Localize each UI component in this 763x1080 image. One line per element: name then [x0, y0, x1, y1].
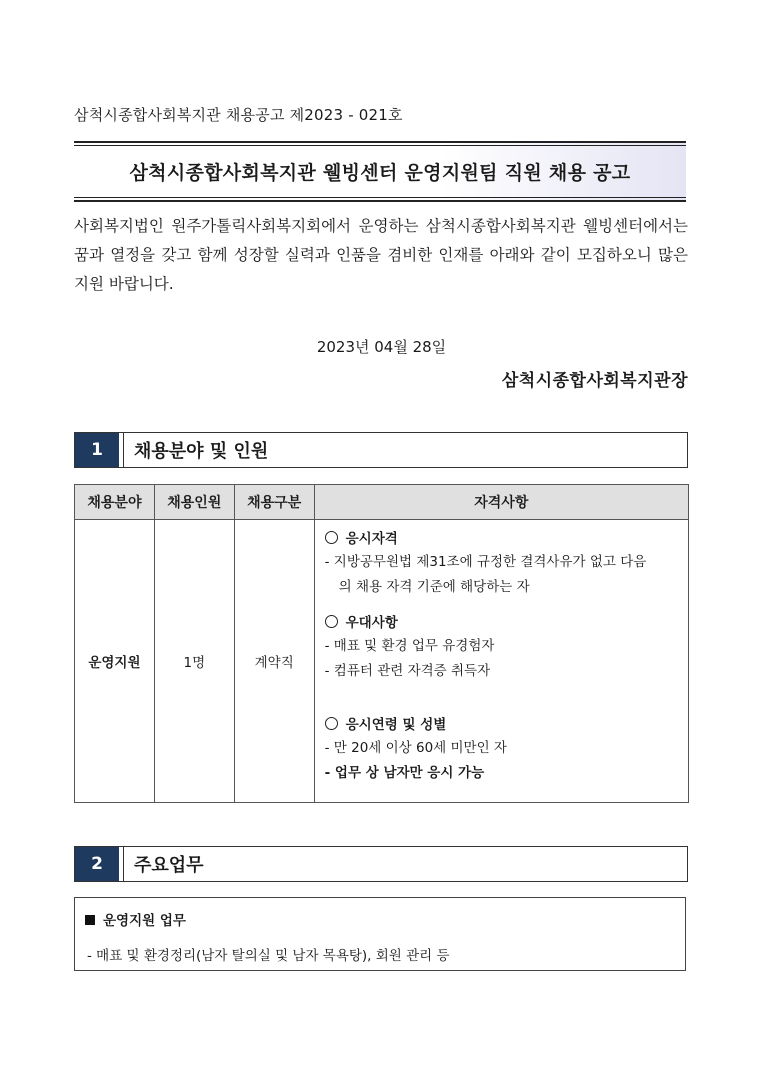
section-1-header — [74, 432, 688, 468]
header-type: 채용구분 — [234, 485, 314, 520]
qual-item: - 매표 및 환경 업무 유경험자 — [324, 638, 495, 654]
qual-item: - 업무 상 남자만 응시 가능 — [324, 765, 485, 781]
qual-item: - 컴퓨터 관련 자격증 취득자 — [324, 663, 491, 679]
qual-heading-preference: 우대사항 — [325, 612, 688, 634]
section-2-title: 주요업무 — [134, 855, 204, 876]
header-qualifications: 자격사항 — [314, 485, 688, 520]
qual-heading-eligibility: 응시자격 — [325, 528, 688, 550]
qual-item: - 지방공무원법 제31조에 규정한 결격사유가 없고 다음 — [324, 554, 647, 570]
title-banner — [74, 141, 686, 202]
table-row — [75, 520, 689, 803]
qual-heading-age-gender: 응시연령 및 성별 — [325, 714, 688, 736]
section-1-number: 1 — [75, 433, 119, 467]
circle-bullet-icon — [325, 615, 338, 628]
qual-item: - 만 20세 이상 60세 미만인 자 — [324, 740, 507, 756]
duties-box — [74, 897, 686, 971]
signer-name: 삼척시종합사회복지관장 — [501, 371, 688, 391]
page-title: 삼척시종합사회복지관 웰빙센터 운영지원팀 직원 채용 공고 — [129, 162, 631, 184]
table-header-row — [75, 485, 689, 520]
announcement-date: 2023년 04월 28일 — [316, 338, 447, 356]
cell-qualifications — [314, 520, 688, 803]
header-count: 채용인원 — [154, 485, 234, 520]
duty-heading: 운영지원 업무 — [85, 909, 186, 929]
intro-paragraph: 사회복지법인 원주가톨릭사회복지회에서 운영하는 삼척시종합사회복지관 웰빙센터에서는 꿈과 열정을 갖고 함께 성장할 실력과 인품을 겸비한 인재를 아래와 같이 모집하오니 많은 지원 바랍니다. — [74, 217, 688, 293]
cell-field: 운영지원 — [75, 520, 155, 803]
section-1-title: 채용분야 및 인원 — [134, 441, 269, 462]
qual-item: 의 채용 자격 기준에 해당하는 자 — [338, 579, 530, 595]
section-2-number: 2 — [75, 847, 119, 881]
cell-type: 계약직 — [234, 520, 314, 803]
header-field: 채용분야 — [75, 485, 155, 520]
circle-bullet-icon — [325, 717, 338, 730]
section-2-header — [74, 846, 688, 882]
recruitment-table — [74, 484, 689, 803]
duty-item: - 매표 및 환경정리(남자 탈의실 및 남자 목욕탕), 회원 관리 등 — [87, 948, 450, 964]
document-number: 삼척시종합사회복지관 채용공고 제2023 - 021호 — [74, 106, 403, 124]
circle-bullet-icon — [325, 531, 338, 544]
square-bullet-icon — [85, 915, 95, 925]
cell-count: 1명 — [154, 520, 234, 803]
